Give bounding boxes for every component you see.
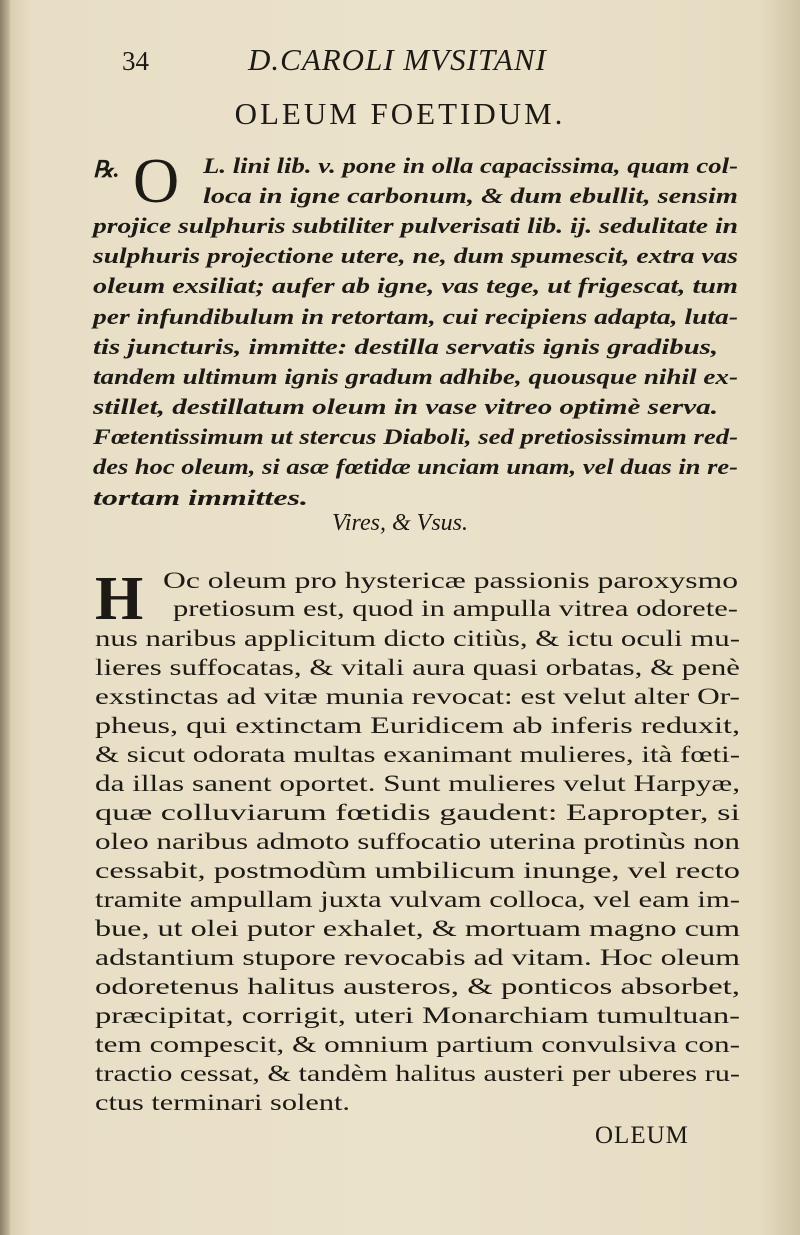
recipe-line: tandem ultimum ignis gradum adhibe, quousque nihil ex- [93, 364, 738, 389]
subtitle: Vires, & Vsus. [332, 510, 468, 536]
body-line: lieres suffocatas, & vitali aura quasi orbatas, & penè [95, 655, 740, 681]
drop-cap-o: O [133, 145, 180, 216]
recipe-line: projice sulphuris subtiliter pulverisati lib. ij. sedulitate in [93, 213, 738, 238]
section-title: OLEUM FOETIDUM. [234, 96, 566, 131]
binding-gutter [0, 0, 10, 1235]
body-line: nus naribus applicitum dicto citiùs, & ictu oculi mu- [95, 626, 740, 652]
recipe-line: stillet, destillatum oleum in vase vitreo optimè serva. [93, 394, 718, 419]
recipe-line: loca in igne carbonum, & dum ebullit, sensim [203, 183, 738, 208]
body-line: tem compescit, & omnium partium convulsiva con- [95, 1032, 740, 1058]
recipe-line: tortam immittes. [93, 485, 308, 510]
body-line: Oc oleum pro hystericæ passionis paroxysmo [163, 568, 738, 594]
body-line: quæ colluviarum fœtidis gaudent: Eapropter, si [95, 800, 740, 826]
catchword: OLEUM [595, 1122, 689, 1149]
recipe-symbol: ℞. [93, 157, 120, 182]
body-line: pheus, qui extinctam Euridicem ab inferis reduxit, [95, 713, 740, 739]
body-line: adstantium stupore revocabis ad vitam. Hoc oleum [95, 945, 740, 971]
body-line: bue, ut olei putor exhalet, & mortuam magno cum [95, 916, 740, 942]
body-line: cessabit, postmodùm umbilicum inunge, vel recto [95, 858, 740, 884]
drop-cap-h: H [95, 565, 144, 633]
body-line: exstinctas ad vitæ munia revocat: est velut alter Or- [95, 684, 740, 710]
recipe-line: sulphuris projectione utere, ne, dum spumescit, extra vas [93, 243, 738, 268]
body-line: tramite ampullam juxta vulvam colloca, vel eam im- [95, 887, 740, 913]
recipe-line: per infundibulum in retortam, cui recipiens adapta, luta- [93, 304, 738, 329]
body-line: da illas sanent oportet. Sunt mulieres velut Harpyæ, [95, 771, 740, 797]
recipe-line: L. lini lib. v. pone in olla capacissima, quam col- [203, 153, 738, 178]
running-title: D.CAROLI MVSITANI [248, 42, 547, 77]
body-line: oleo naribus admoto suffocatio uterina protinùs non [95, 829, 740, 855]
recipe-line: oleum exsiliat; aufer ab igne, vas tege, ut frigescat, tum [93, 273, 738, 298]
body-line: ctus terminari solent. [95, 1090, 350, 1116]
body-line: præcipitat, corrigit, uteri Monarchiam tumultuan- [95, 1003, 740, 1029]
recipe-line: tis juncturis, immitte: destilla servatis ignis gradibus, [93, 334, 718, 359]
body-line: & sicut odorata multas exanimant mulieres, ità fœti- [95, 742, 740, 768]
recipe-line: des hoc oleum, si asæ fœtidæ unciam unam, vel duas in re- [93, 454, 738, 479]
body-line: odoretenus halitus austeros, & ponticos absorbet, [95, 974, 740, 1000]
running-head [0, 38, 800, 88]
recipe-line: Fœtentissimum ut stercus Diaboli, sed pretiosissimum red- [93, 424, 738, 449]
body-line: pretiosum est, quod in ampulla vitrea odorete- [173, 596, 738, 622]
body-line: tractio cessat, & tandèm halitus austeri per uberes ru- [95, 1061, 740, 1087]
page-number: 34 [122, 46, 149, 76]
